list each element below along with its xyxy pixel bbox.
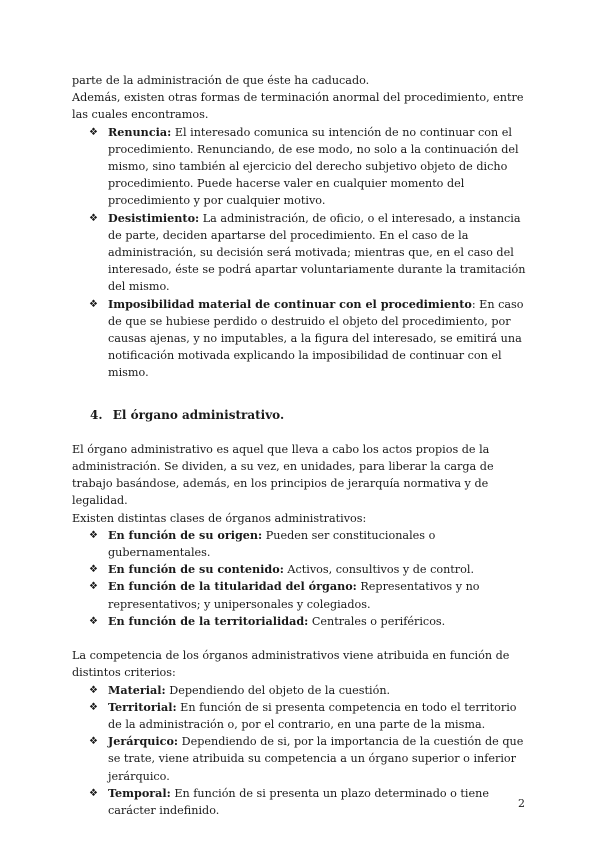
- diamond-bullet-icon: ❖: [89, 684, 98, 696]
- list-item-term: Material:: [108, 682, 166, 697]
- list-item: [72, 613, 532, 630]
- list-item-term: Desistimiento:: [108, 210, 200, 225]
- list-item-text: La administración, de oficio, o el interesado, a instancia de parte, deciden apartarse del procedimiento. En el caso de la administración, su decisión será motivada; mientras que, en el caso del interesado, éste se podrá apartar voluntariamente durante la tramitación del mismo.: [108, 211, 526, 294]
- list-item: [72, 561, 532, 578]
- diamond-bullet-icon: ❖: [89, 736, 98, 748]
- list-item: [72, 210, 532, 296]
- list-item-term: Jerárquico:: [108, 734, 179, 749]
- list-item-term: Imposibilidad material de continuar con el procedimiento: [108, 296, 472, 311]
- list-item-term: En función de la titularidad del órgano:: [108, 579, 357, 594]
- list-item-text: Pueden ser constitucionales o gubernamentales.: [108, 528, 436, 560]
- list-item-text: Dependiendo del objeto de la cuestión.: [165, 683, 391, 697]
- section-title: El órgano administrativo.: [112, 407, 285, 422]
- competence-criteria-list: [72, 682, 532, 820]
- list-item: [72, 785, 532, 819]
- list-item-term: Territorial:: [108, 699, 177, 714]
- list-item: [72, 578, 532, 612]
- list-item: [72, 296, 532, 382]
- list-item-text: Dependiendo de si, por la importancia de la cuestión de que se trate, viene atribuida su competencia a un órgano superior o inferior jerárquico.: [108, 735, 524, 783]
- diamond-bullet-icon: ❖: [89, 298, 98, 310]
- organ-paragraph-line-1: El órgano administrativo es aquel que lleva a cabo los actos propios de la administración. Se dividen, a su vez, en unidades, para liberar la carga de trabajo basándose, además, en los principios de jerarquía normativa y de legalidad.: [72, 442, 494, 508]
- list-item-term: Renuncia:: [108, 124, 172, 139]
- intro-line-2: Además, existen otras formas de terminación anormal del procedimiento, entre las cuales encontramos.: [72, 91, 524, 122]
- diamond-bullet-icon: ❖: [89, 787, 98, 799]
- diamond-bullet-icon: ❖: [89, 564, 98, 576]
- list-item-term: En función de su contenido:: [108, 562, 284, 577]
- list-item-term: En función de su origen:: [108, 527, 263, 542]
- list-item-text: Representativos y no representativos; y unipersonales y colegiados.: [108, 580, 480, 611]
- section-heading: [72, 407, 532, 424]
- organ-paragraph-line-2: Existen distintas clases de órganos administrativos:: [72, 511, 367, 525]
- diamond-bullet-icon: ❖: [89, 701, 98, 713]
- intro-line-1: parte de la administración de que éste ha caducado.: [72, 74, 370, 87]
- list-item: [72, 682, 532, 699]
- list-item: [72, 733, 532, 785]
- list-item: [72, 124, 532, 210]
- list-item-text: Activos, consultivos y de control.: [283, 563, 475, 577]
- diamond-bullet-icon: ❖: [89, 529, 98, 541]
- list-item-term: En función de la territorialidad:: [108, 613, 309, 628]
- organ-classes-list: [72, 527, 532, 630]
- list-item-text: En función de si presenta competencia en todo el territorio de la administración o, por el contrario, en una parte de la misma.: [108, 700, 517, 731]
- list-item: [72, 527, 532, 561]
- diamond-bullet-icon: ❖: [89, 615, 98, 627]
- page-number: 2: [518, 797, 525, 810]
- diamond-bullet-icon: ❖: [89, 212, 98, 224]
- diamond-bullet-icon: ❖: [89, 581, 98, 593]
- termination-forms-list: [72, 124, 532, 382]
- list-item-text: En función de si presenta un plazo determinado o tiene carácter indefinido.: [108, 786, 489, 817]
- section-number: 4.: [90, 407, 103, 422]
- list-item-text: : En caso de que se hubiese perdido o destruido el objeto del procedimiento, por causas ajenas, y no imputables, a la figura del interesado, se emitirá una notificación motivada explicando la imposibilidad de continuar con el mismo.: [108, 297, 524, 380]
- list-item: [72, 699, 532, 733]
- list-item-text: El interesado comunica su intención de no continuar con el procedimiento. Renunciando, de ese modo, no solo a la continuación del mismo, sino también al ejercicio del derecho subjetivo objeto de dicho procedimiento. Puede hacerse valer en cualquier momento del procedimiento y por cualquier motivo.: [108, 125, 519, 208]
- diamond-bullet-icon: ❖: [89, 126, 98, 138]
- document-page: [72, 72, 532, 819]
- list-item-text: Centrales o periféricos.: [308, 614, 446, 628]
- list-item-term: Temporal:: [108, 785, 171, 800]
- competence-intro: La competencia de los órganos administrativos viene atribuida en función de distintos criterios:: [72, 649, 510, 680]
